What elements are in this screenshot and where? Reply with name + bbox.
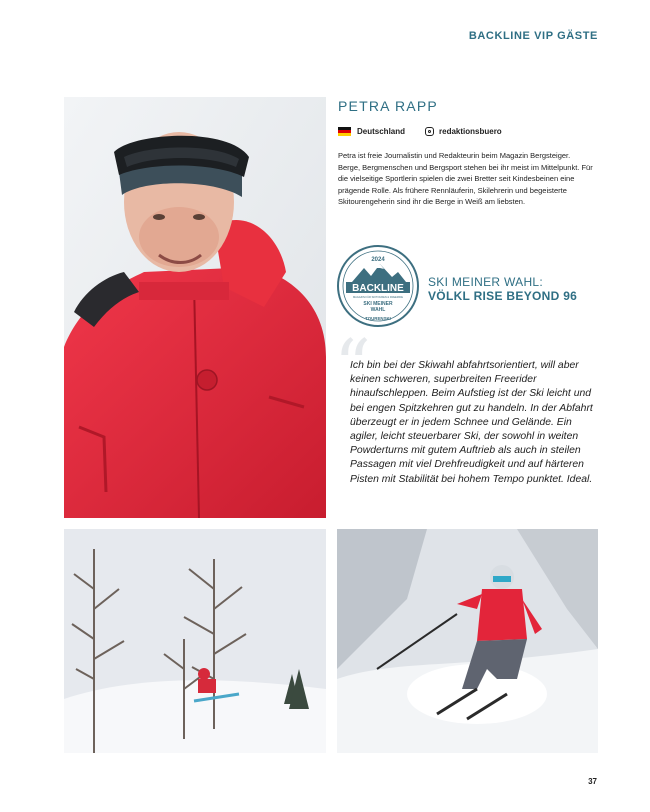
quote-mark-icon: “ [334, 324, 371, 408]
ski-pick-label: SKI MEINER WAHL: [428, 275, 544, 289]
badge-category: TOURENSKI [365, 316, 391, 321]
bio-text: Petra ist freie Journalistin und Redakteurin beim Magazin Bergsteiger. Berge, Bergmenschen und Bergsport stehen bei ihr meist im Mittelpunkt. Für die vielseitige Sportlerin spielen die zwei Bretter seit Kindesbeinen eine prägende Rolle. Als frühere Rennläuferin, Skilehrerin und begeisterte Skitourengeherin sind ihr die Berge in Weiß am liebsten. [338, 151, 593, 206]
ski-pick-model: VÖLKL RISE BEYOND 96 [428, 289, 578, 303]
germany-flag-icon [338, 127, 351, 136]
photo-skier-trees [64, 529, 326, 753]
quote-text: Ich bin bei der Skiwahl abfahrtsorientiert, will aber keinen schweren, superbreiten Freerider hinaufschleppen. Beim Aufstieg ist der Ski leicht und bei engen Spitzkehren gut zu handeln. In der Abfahrt überzeugt er in jedem Schnee und Gelände. Ein agiler, leicht steuerbarer Ski, der sowohl in weiten Powderturns mit gutem Auftrieb als auch in steilen Passagen mit viel Drehfreudigkeit und auf härteren Pisten mit Stabilität bei hohem Tempo punktet. Ideal. [350, 360, 593, 485]
instagram-icon [425, 127, 434, 136]
person-name: PETRA RAPP [338, 98, 438, 114]
ski-award-badge [336, 244, 420, 328]
instagram-handle[interactable]: redaktionsbuero [439, 127, 502, 136]
badge-line2: WAHL [370, 307, 386, 313]
portrait-photo [64, 97, 326, 518]
badge-tagline: MAGAZIN FÜR SKITOUREN & FREERIDE [353, 296, 403, 299]
header-brand: BACKLINE [468, 30, 531, 42]
photo-skier-powder [337, 529, 598, 753]
country-label: Deutschland [357, 127, 406, 136]
section-header [469, 30, 598, 42]
badge-year: 2024 [371, 257, 385, 263]
page-number: 37 [588, 777, 597, 786]
profile-meta [338, 127, 502, 136]
header-section: VIP GÄSTE [534, 30, 598, 42]
badge-brand: BACKLINE [352, 283, 404, 294]
badge-line1: SKI MEINER [363, 301, 393, 307]
